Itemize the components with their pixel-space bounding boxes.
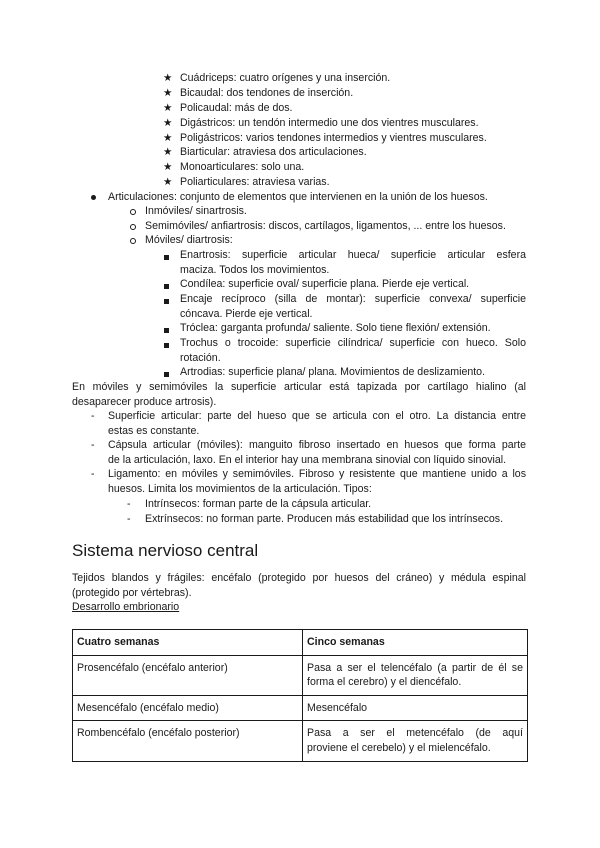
table-cell: Mesencéfalo (encéfalo medio): [73, 695, 303, 721]
section-title: Sistema nervioso central: [72, 541, 259, 560]
list-item: Inmóviles/ sinartrosis.: [145, 205, 247, 217]
star-icon: ★: [163, 161, 173, 173]
square-bullet-icon: [164, 299, 169, 304]
subheading: Desarrollo embrionario: [72, 601, 180, 613]
star-icon: ★: [163, 146, 173, 158]
dash-bullet-icon: -: [127, 498, 131, 510]
circle-bullet-icon: [130, 209, 136, 215]
section-intro: Tejidos blandos y frágiles: encéfalo (protegido por huesos del cráneo) y médula espinal (protegido por vértebras).: [72, 572, 526, 599]
square-bullet-icon: [164, 284, 169, 289]
table-header-row: [73, 630, 528, 656]
list-item: Intrínsecos: forman parte de la cápsula articular.: [145, 498, 372, 510]
list-item: Trochus o trocoide: superficie cilíndrica/ superficie con hueco. Solo rotación.: [180, 337, 526, 364]
square-bullet-icon: [164, 372, 169, 377]
list-item: Cápsula articular (móviles): manguito fibroso insertado en huesos que forma parte de la articulación, laxo. En el interior hay una membrana sinovial con líquido sinovial.: [108, 439, 526, 466]
list-item: Poliarticulares: atraviesa varias.: [180, 176, 330, 188]
table-cell: Pasa a ser el telencéfalo (a partir de él se forma el cerebro) y el diencéfalo.: [303, 655, 528, 695]
star-icon: ★: [163, 117, 173, 129]
table-header: Cuatro semanas: [73, 630, 303, 656]
dash-bullet-icon: -: [91, 410, 95, 422]
square-bullet-icon: [164, 255, 169, 260]
table-cell: Rombencéfalo (encéfalo posterior): [73, 721, 303, 761]
square-bullet-icon: [164, 328, 169, 333]
list-item: Digástricos: un tendón intermedio une dos vientres musculares.: [180, 117, 479, 129]
bullet-dot-icon: [91, 195, 96, 200]
dash-bullet-icon: -: [127, 513, 131, 525]
star-icon: ★: [163, 87, 173, 99]
table-row: [73, 695, 528, 721]
circle-bullet-icon: [130, 238, 136, 244]
list-item: Biarticular: atraviesa dos articulaciones.: [180, 146, 367, 158]
star-icon: ★: [163, 176, 173, 188]
list-item: Monoarticulares: solo una.: [180, 161, 305, 173]
table-row: [73, 655, 528, 695]
paragraph: En móviles y semimóviles la superficie articular está tapizada por cartílago hialino (al desaparecer produce artrosis).: [72, 381, 526, 408]
star-icon: ★: [163, 72, 173, 84]
list-item: Condílea: superficie oval/ superficie plana. Pierde eje vertical.: [180, 278, 470, 290]
table-row: [73, 721, 528, 761]
dash-bullet-icon: -: [91, 439, 95, 451]
list-item: Semimóviles/ anfiartrosis: discos, cartílagos, ligamentos, ... entre los huesos.: [145, 220, 506, 232]
embryonic-table: [72, 629, 528, 762]
list-item: Bicaudal: dos tendones de inserción.: [180, 87, 354, 99]
table-cell: Prosencéfalo (encéfalo anterior): [73, 655, 303, 695]
table-cell: Pasa a ser el metencéfalo (de aquí proviene el cerebelo) y el mielencéfalo.: [303, 721, 528, 761]
square-bullet-icon: [164, 343, 169, 348]
list-item: Cuádriceps: cuatro orígenes y una inserción.: [180, 72, 391, 84]
table-cell: Mesencéfalo: [303, 695, 528, 721]
star-icon: ★: [163, 132, 173, 144]
list-item: Ligamento: en móviles y semimóviles. Fibroso y resistente que mantiene unido a los huesos. Limita los movimientos de la articulación. Tipos:: [108, 468, 526, 495]
list-item: Artrodias: superficie plana/ plana. Movimientos de deslizamiento.: [180, 366, 486, 378]
articulaciones-definition: Articulaciones: conjunto de elementos que intervienen en la unión de los huesos.: [108, 191, 488, 203]
dash-bullet-icon: -: [91, 468, 95, 480]
list-item: Tróclea: garganta profunda/ saliente. Solo tiene flexión/ extensión.: [180, 322, 491, 334]
list-item: Enartrosis: superficie articular hueca/ superficie articular esfera maciza. Todos los movimientos.: [180, 249, 526, 276]
list-item: Superficie articular: parte del hueso que se articula con el otro. La distancia entre estas es constante.: [108, 410, 526, 437]
circle-bullet-icon: [130, 224, 136, 230]
table-header: Cinco semanas: [303, 630, 528, 656]
list-item: Encaje recíproco (silla de montar): superficie convexa/ superficie cóncava. Pierde eje vertical.: [180, 293, 526, 320]
list-item: Poligástricos: varios tendones intermedios y vientres musculares.: [180, 132, 487, 144]
list-item: Extrínsecos: no forman parte. Producen más estabilidad que los intrínsecos.: [145, 513, 504, 525]
list-item: Móviles/ diartrosis:: [145, 234, 233, 246]
star-icon: ★: [163, 102, 173, 114]
list-item: Policaudal: más de dos.: [180, 102, 293, 114]
